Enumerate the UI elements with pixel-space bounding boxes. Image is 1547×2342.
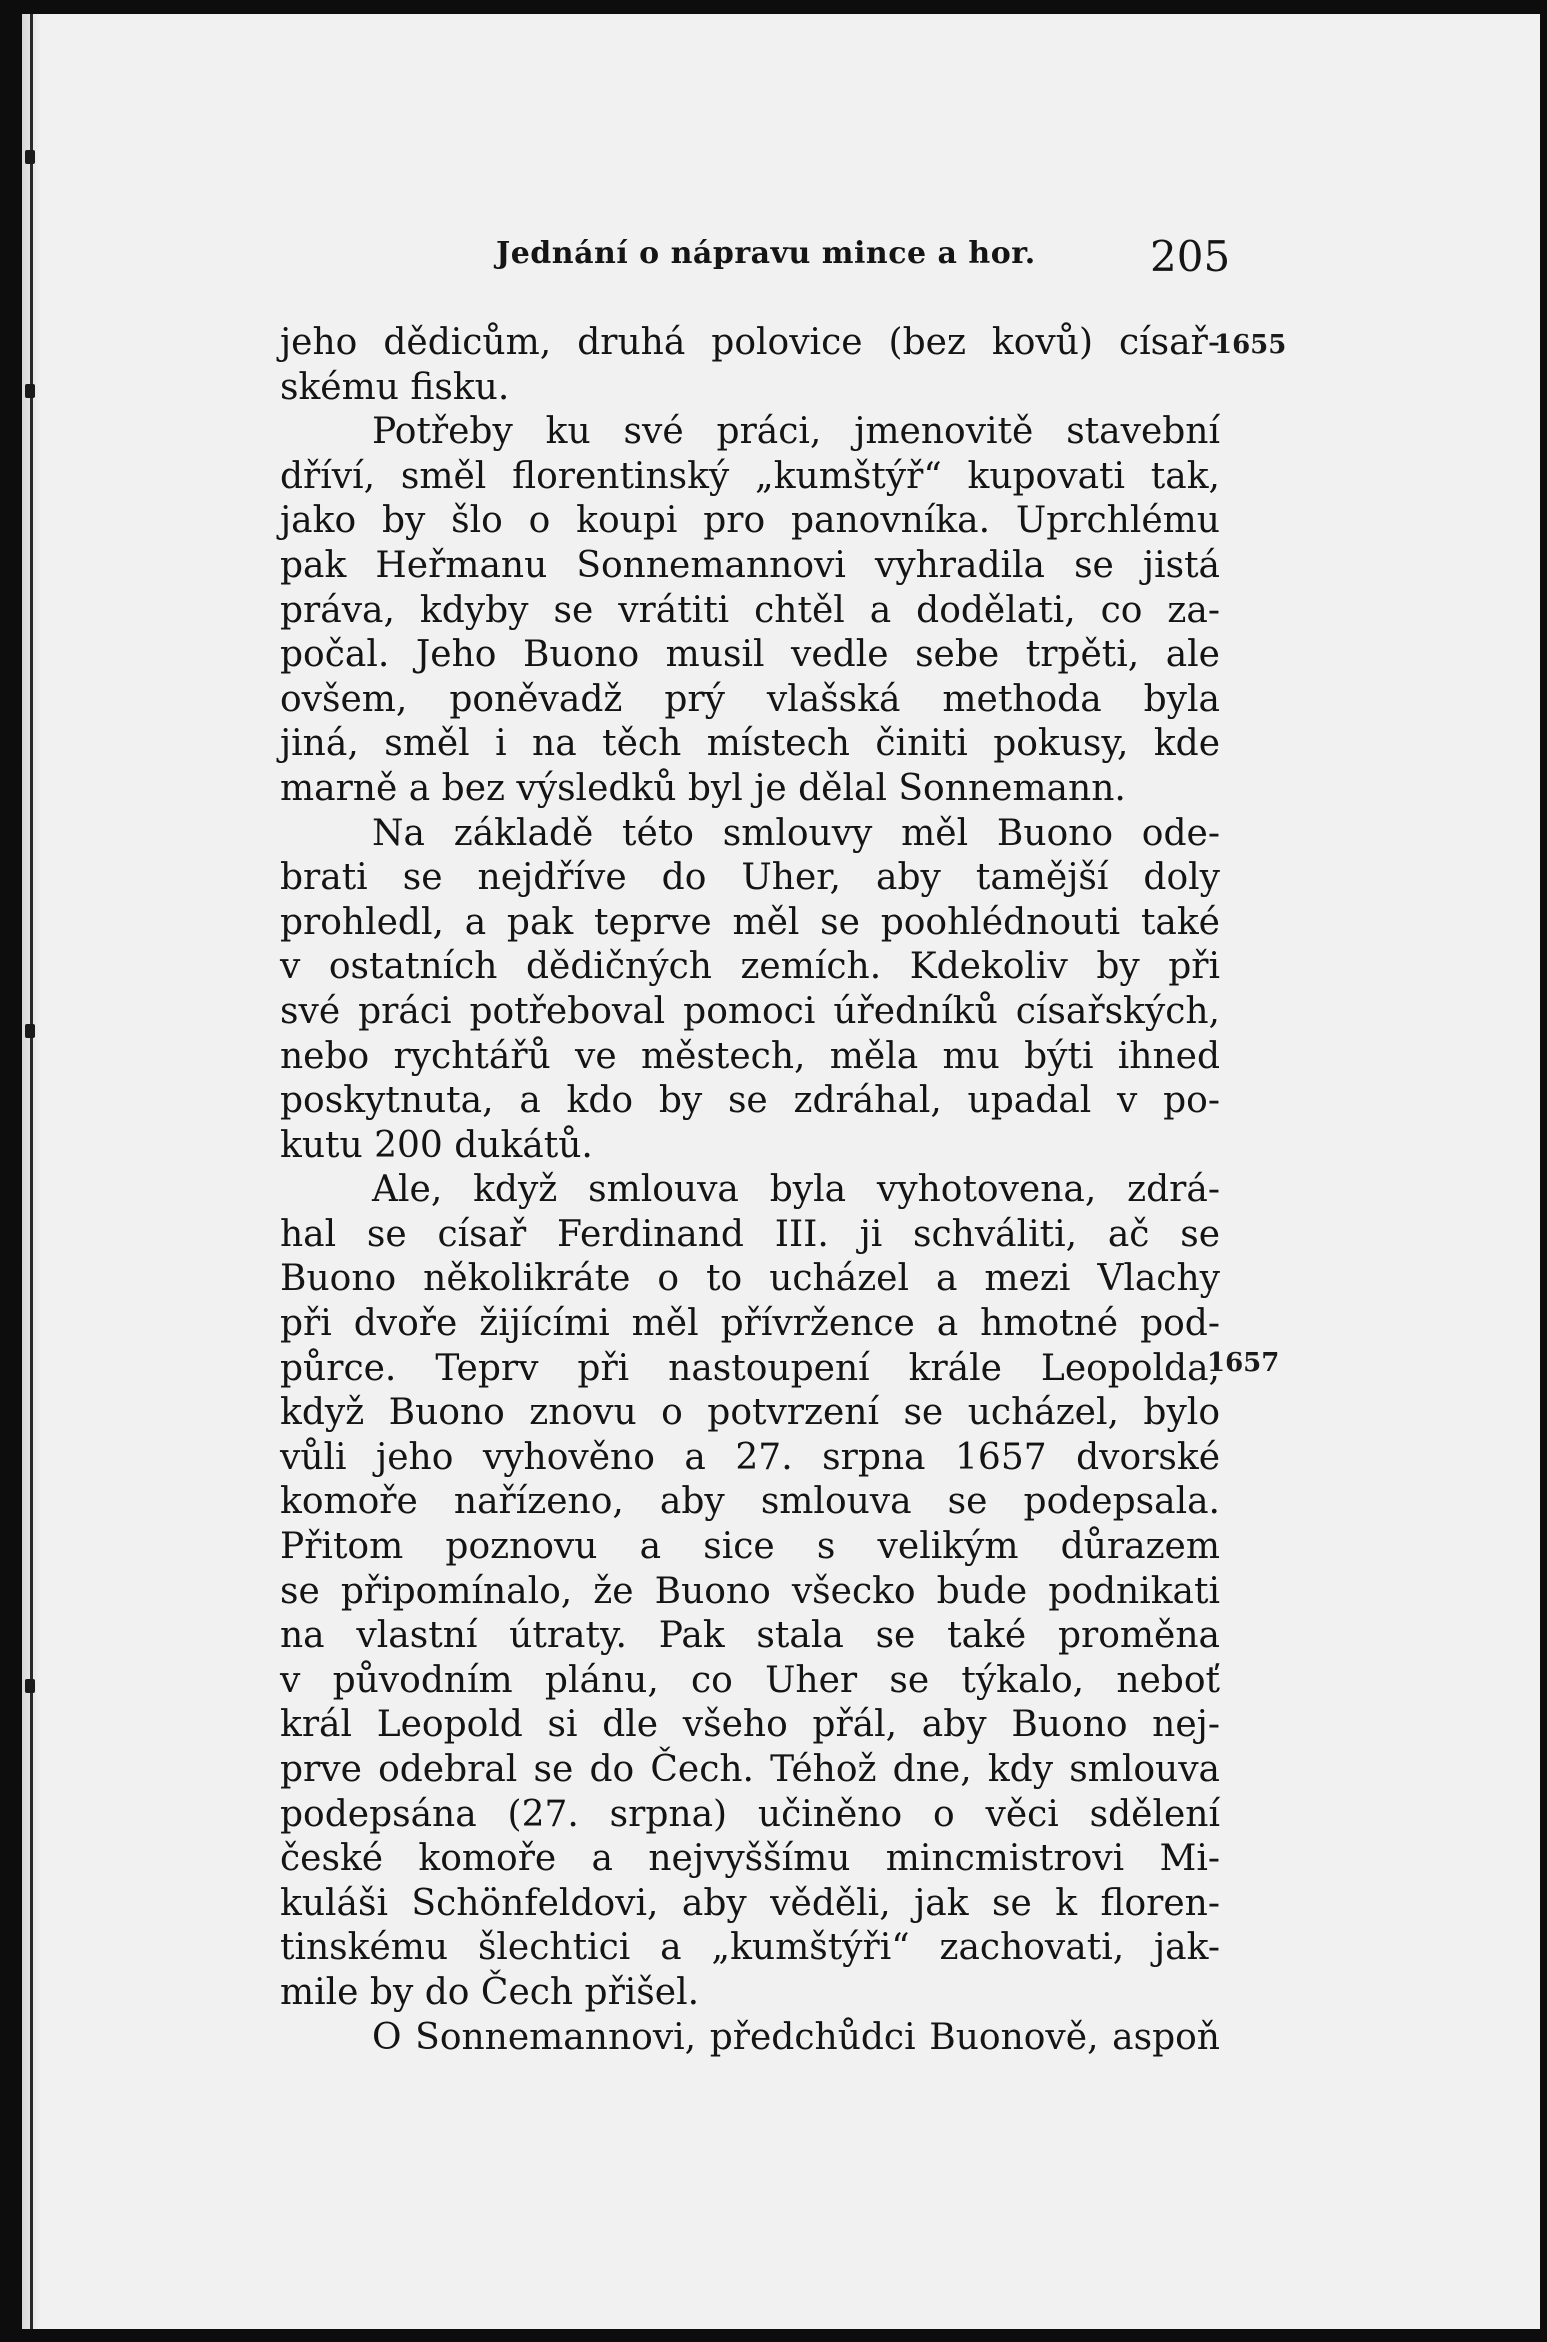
text-line: kuláši Schönfeldovi, aby věděli, jak se k floren- [280,1882,1220,1924]
text-line: na vlastní útraty. Pak stala se také proměna [280,1615,1220,1657]
text-line: své práci potřeboval pomoci úředníků císařských, [280,990,1220,1032]
text-line: tinskému šlechtici a „kumštýři“ zachovati, jak- [280,1927,1220,1969]
book-page [22,14,1540,2329]
margin-note-year: 1655 [1214,330,1287,360]
text-line: se připomínalo, že Buono všecko bude podnikati [280,1570,1220,1612]
text-line: při dvoře žijícími měl přívržence a hmotné pod- [280,1303,1220,1345]
text-line: když Buono znovu o potvrzení se ucházel, bylo [280,1392,1220,1434]
left-edge-rule [30,14,33,2329]
page-header [280,232,1280,282]
text-line: prohledl, a pak teprve měl se poohlédnouti také [280,901,1220,943]
text-line: prve odebral se do Čech. Téhož dne, kdy smlouva [280,1749,1220,1790]
text-line: nebo rychtářů ve městech, měla mu býti ihned [280,1035,1220,1077]
text-line: práva, kdyby se vrátiti chtěl a dodělati, co za- [280,589,1220,631]
edge-tick-mark [25,150,35,164]
text-line: král Leopold si dle všeho přál, aby Buono nej- [280,1704,1220,1746]
paragraph-first-line: Ale, když smlouva byla vyhotovena, zdrá- [372,1169,1220,1211]
body-text [280,321,1220,2060]
edge-tick-mark [25,384,35,398]
text-line: Přitom poznovu a sice s velikým důrazem [280,1526,1220,1568]
paragraph-first-line: Potřeby ku své práci, jmenovitě stavební [372,411,1220,453]
text-line: dříví, směl florentinský „kumštýř“ kupovati tak, [280,455,1220,497]
text-line: počal. Jeho Buono musil vedle sebe trpěti, ale [280,634,1220,676]
text-line: ovšem, poněvadž prý vlašská methoda byla [280,678,1220,720]
text-line: jiná, směl i na těch místech činiti pokusy, kde [280,723,1220,765]
paragraph-first-line: Na základě této smlouvy měl Buono ode- [372,812,1220,854]
edge-tick-mark [25,1679,35,1693]
text-line: vůli jeho vyhověno a 27. srpna 1657 dvorské [280,1436,1220,1478]
text-line: Buono několikráte o to ucházel a mezi Vlachy [280,1258,1220,1300]
text-line: podepsána (27. srpna) učiněno o věci sdělení [280,1793,1220,1835]
text-line: komoře nařízeno, aby smlouva se podepsala. [280,1481,1220,1523]
margin-note-year: 1657 [1207,1348,1280,1378]
edge-tick-mark [25,1024,35,1038]
text-line: jeho dědicům, druhá polovice (bez kovů) císař- [280,322,1220,363]
text-line: v ostatních dědičných zemích. Kdekoliv by při [280,946,1220,988]
text-line: jako by šlo o koupi pro panovníka. Uprchlému [280,500,1220,542]
text-line: kutu 200 dukátů. [280,1124,593,1166]
page-number: 205 [1150,232,1231,281]
text-line: marně a bez výsledků byl je dělal Sonnemann. [280,767,1126,809]
text-line: mile by do Čech přišel. [280,1971,700,2013]
text-line: brati se nejdříve do Uher, aby tamější doly [280,857,1220,899]
text-line: poskytnuta, a kdo by se zdráhal, upadal v po- [280,1080,1220,1122]
running-title: Jednání o nápravu mince a hor. [496,236,1036,271]
text-line: pak Heřmanu Sonnemannovi vyhradila se jistá [280,544,1220,586]
text-line: v původním plánu, co Uher se týkalo, neboť [280,1659,1220,1701]
text-line: české komoře a nejvyššímu mincmistrovi Mi- [280,1838,1220,1880]
paragraph-first-line: O Sonnemannovi, předchůdci Buonově, aspoň [372,2016,1220,2058]
text-line: skému fisku. [280,366,510,408]
text-line: půrce. Teprv při nastoupení krále Leopolda, [280,1347,1220,1389]
text-line: hal se císař Ferdinand III. ji schváliti, ač se [280,1213,1220,1255]
